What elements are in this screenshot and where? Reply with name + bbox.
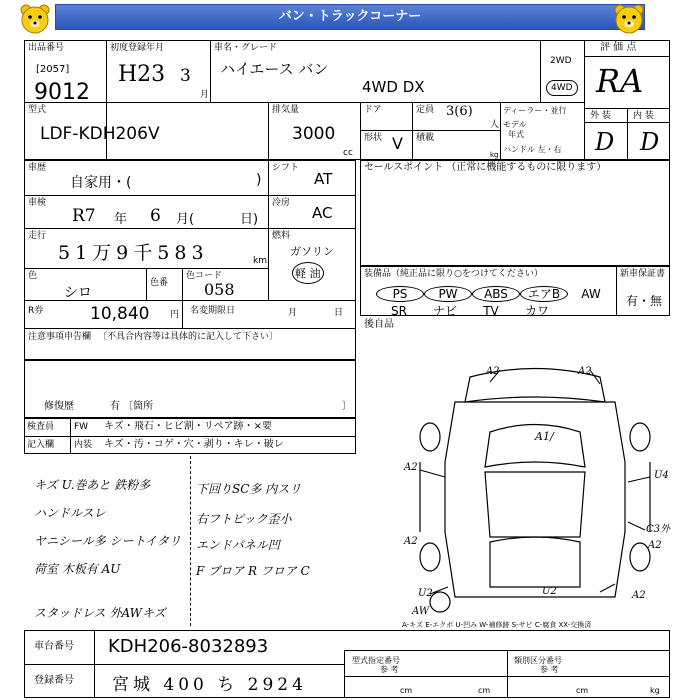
spec-l4: 参 考 (540, 665, 559, 674)
shift-label: シフト (272, 163, 300, 173)
lot-number: 9012 (34, 80, 90, 105)
spec-l3: 類別区分番号 (514, 656, 562, 665)
equip-item: SR (391, 304, 407, 318)
year-label: 年式 (508, 130, 524, 139)
mileage-unit: km (253, 256, 267, 266)
dealer-label: ディーラー・並行 (503, 106, 567, 115)
handwritten-note: スタッドレス 外AWキズ (34, 606, 166, 620)
name-change-label: 名変期限日 (190, 306, 236, 316)
color-value: シロ (64, 285, 92, 301)
banner-bar (55, 4, 645, 30)
history-close: ) (256, 172, 262, 188)
model-year-label: モデル (503, 120, 527, 129)
equip-item: エアB (520, 286, 568, 302)
spec-l1: 型式指定番号 (352, 656, 400, 665)
reg-month-unit: 月 (200, 90, 210, 100)
disp-unit: cc (343, 148, 353, 158)
damage-mark: A2 (486, 366, 500, 377)
damage-mark: U4 (654, 470, 669, 481)
car-damage-diagram (400, 362, 670, 620)
plate-label: 登録番号 (34, 675, 74, 686)
handwritten-note: ハンドルスレ (34, 506, 106, 520)
damage-mark: C3外 (646, 524, 671, 535)
rating-ext-label: 外 装 (590, 111, 611, 121)
door-label: ドア (364, 105, 382, 115)
checker-label2: 記入欄 (27, 440, 55, 450)
spec-unit-4: kg (650, 686, 660, 695)
spec-unit-3: cm (576, 686, 589, 695)
history-value: 自家用・( (70, 175, 132, 191)
name-change-month: 月 (288, 308, 298, 318)
rating-interior: D (640, 128, 660, 156)
repair-value: 有 〔箇所 (110, 401, 154, 412)
rating-score: RA (596, 62, 644, 100)
checker-r1-head: FW (74, 422, 89, 432)
fuel-label: 燃料 (272, 231, 291, 241)
after-reg-label: 後自品 (364, 319, 394, 330)
notes-hint: 〔不具合内容等は具体的に記入して下さい〕 (98, 332, 279, 342)
notes-label: 注意事項申告欄 (28, 332, 92, 342)
plate-value: 宮城 400 ち 2924 (112, 675, 307, 695)
spec-unit-2: cm (478, 686, 491, 695)
lot-code: [2057] (36, 64, 70, 75)
color-code: 058 (204, 280, 235, 299)
mileage-label: 走行 (28, 231, 47, 241)
color-no-label: 色番 (150, 278, 169, 288)
checker-r1: キズ・飛石・ヒビ割・リペア跡・×要 (104, 421, 272, 432)
inspection-month-unit: 月( (176, 212, 195, 227)
color-label: 色 (28, 271, 38, 281)
damage-mark: A2 (404, 462, 418, 473)
damage-mark: A2 (648, 540, 662, 551)
repair-label: 修復歴 (44, 401, 74, 412)
ac-label: 冷房 (272, 198, 291, 208)
handle-label: ハンドル 左・右 (503, 145, 562, 154)
equip-item: AW (581, 287, 601, 301)
disp-value: 3000 (292, 124, 336, 144)
drive-2wd: 2WD (550, 56, 572, 66)
equip-item: ABS (472, 286, 520, 302)
recycle-unit: 円 (170, 310, 180, 320)
reg-year: H23 (118, 62, 166, 87)
model-grade: 4WD DX (362, 78, 425, 96)
cap-unit: 人 (490, 120, 500, 130)
recycle-label: R券 (28, 306, 44, 316)
door-shape-label: 形状 (364, 133, 383, 143)
rating-int-label: 内 装 (633, 111, 654, 121)
checker-label: 検査員 (27, 422, 55, 432)
bear-mascot-icon (18, 2, 52, 36)
equip-item: カワ (524, 304, 549, 318)
name-change-day: 日 (334, 308, 344, 318)
cap-value: 3(6) (446, 104, 473, 119)
warranty-label: 新車保証書 (620, 269, 666, 279)
inspection-day-unit: 日) (240, 212, 259, 227)
spec-l2: 参 考 (380, 665, 399, 674)
rating-exterior: D (595, 128, 615, 156)
damage-mark: U2 (542, 586, 557, 597)
handwritten-note: エンドパネル凹 (196, 538, 280, 552)
history-label: 車歴 (28, 163, 47, 173)
damage-mark: A2 (404, 536, 418, 547)
damage-mark: A2 (578, 366, 592, 377)
header-banner (0, 0, 700, 38)
damage-mark: U2 (418, 588, 433, 599)
checker-r2-head: 内装 (74, 440, 93, 450)
model-name: ハイエース バン (220, 60, 329, 78)
inspection-month: 6 (150, 206, 161, 226)
equip-item: PS (376, 286, 424, 302)
rating-label: 評 価 点 (600, 42, 637, 53)
chassis-value: KDH206-8032893 (108, 636, 269, 657)
drive-4wd-circled: 4WD (546, 80, 578, 96)
fuel-gasoline: ガソリン (290, 245, 334, 258)
equip-item: TV (483, 304, 499, 318)
fuel-diesel-circled: 軽 油 (292, 262, 324, 284)
mileage-value: 51万9千583 (58, 242, 209, 264)
hood-mark: A1/ (535, 430, 554, 443)
banner-title: バン・トラックコーナー (278, 9, 422, 24)
inspection-year-unit: 年 (114, 212, 128, 227)
shift-value: AT (314, 170, 333, 188)
handwritten-note: 荷室 木板有 AU (34, 562, 121, 576)
inspection-era: R7 (72, 206, 96, 226)
handwritten-note: ヤニシール多 シートイタリ (34, 534, 181, 548)
warranty-value: 有・無 (626, 294, 663, 308)
type-value: LDF-KDH206V (40, 124, 160, 144)
damage-mark: A2 (632, 590, 646, 601)
repair-close: 〕 (342, 401, 352, 412)
checker-r2: キズ・汚・コゲ・穴・剥り・キレ・破レ (104, 439, 284, 450)
cap-label: 定員 (416, 105, 435, 115)
load-label: 積載 (416, 133, 435, 143)
type-label: 型式 (28, 105, 47, 115)
load-unit: kg (490, 151, 499, 159)
color-code-label: 色コード (186, 271, 223, 281)
sales-label: セールスポイント （正常に機能するものに限ります） (364, 162, 607, 173)
handwritten-note: 右フトピック歪小 (196, 512, 292, 526)
ac-value: AC (312, 204, 333, 222)
inspection-label: 車検 (28, 198, 47, 208)
equip-item: PW (424, 286, 472, 302)
reg-label: 初度登録年月 (110, 43, 165, 53)
model-label: 車名・グレード (214, 43, 278, 53)
disp-label: 排気量 (272, 105, 300, 115)
legend: A-キズ E-エクボ U-凹み W-補修跡 S-サビ C-腐食 XX-交換済 (402, 621, 592, 629)
handwritten-note: F ブロア R フロア C (196, 564, 310, 578)
equip-label: 装備品（純正品に限り○をつけてください） (364, 269, 543, 279)
sales-point-box (360, 160, 670, 266)
damage-mark: AW (412, 606, 430, 617)
bear-mascot-icon (612, 2, 646, 36)
spec-unit-1: cm (400, 686, 413, 695)
recycle-value: 10,840 (90, 304, 150, 324)
handwritten-note: キズ U.巻あと 鉄粉多 (34, 478, 151, 492)
equip-row2 (376, 300, 560, 319)
lot-label: 出品番号 (28, 43, 65, 53)
door-shape: V (392, 134, 403, 153)
reg-month: 3 (180, 66, 191, 86)
chassis-label: 車台番号 (34, 641, 74, 652)
equip-item: ナビ (432, 304, 457, 318)
handwritten-note: 下回りSC多 内スリ (196, 482, 302, 496)
